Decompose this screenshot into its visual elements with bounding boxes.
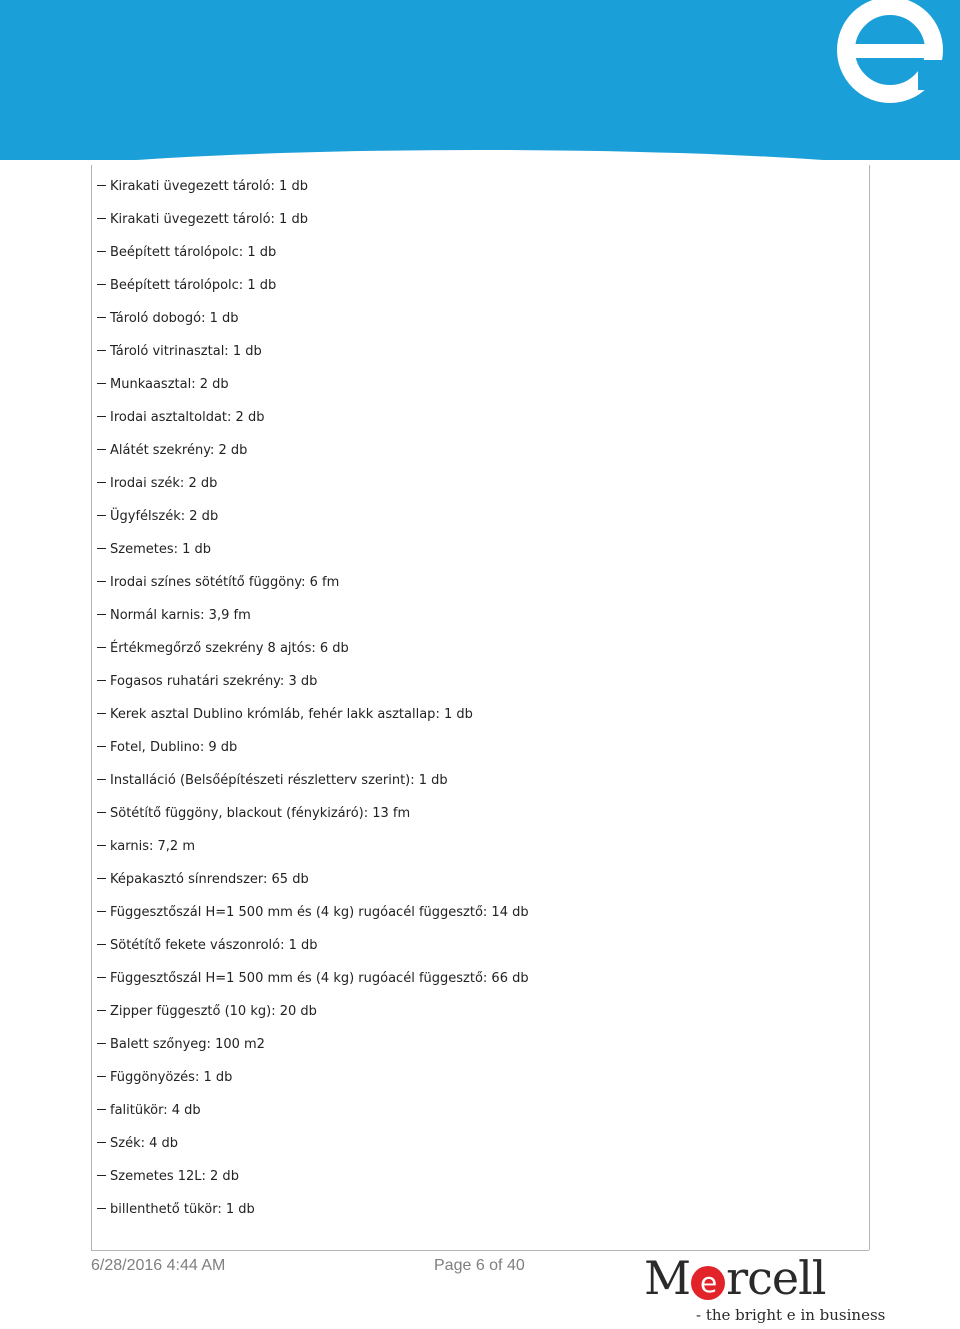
list-item [97,736,529,769]
dash-bullet-icon [97,647,106,648]
list-item-text: Beépített tárolópolc: 1 db [110,245,277,260]
dash-bullet-icon [97,878,106,879]
list-item [97,439,529,472]
list-item-text: karnis: 7,2 m [110,839,195,854]
list-item-text: Installáció (Belsőépítészeti részletterv szerint): 1 db [110,773,448,788]
list-item-text: Szemetes: 1 db [110,542,212,557]
list-item [97,1198,529,1231]
list-item-text: Zipper függesztő (10 kg): 20 db [110,1004,317,1019]
list-item [97,1132,529,1165]
dash-bullet-icon [97,317,106,318]
list-item [97,406,529,439]
dash-bullet-icon [97,1208,106,1209]
dash-bullet-icon [97,218,106,219]
brand-name [644,1252,826,1304]
list-item-text: billenthető tükör: 1 db [110,1202,255,1217]
inventory-list [97,175,529,1231]
dash-bullet-icon [97,1109,106,1110]
list-item [97,967,529,1000]
dash-bullet-icon [97,1175,106,1176]
list-item [97,1066,529,1099]
dash-bullet-icon [97,713,106,714]
list-item-text: Sötétítő függöny, blackout (fénykizáró): 13 fm [110,806,411,821]
list-item-text: falitükör: 4 db [110,1103,201,1118]
list-item-text: Függesztőszál H=1 500 mm és (4 kg) rugóacél függesztő: 14 db [110,905,529,920]
list-item [97,472,529,505]
list-item-text: Balett szőnyeg: 100 m2 [110,1037,265,1052]
e-logo-icon [830,0,950,110]
header-banner [0,0,960,160]
brand-name-start: M [644,1251,691,1305]
list-item [97,868,529,901]
dash-bullet-icon [97,581,106,582]
list-item [97,901,529,934]
list-item-text: Szék: 4 db [110,1136,179,1151]
dash-bullet-icon [97,614,106,615]
dash-bullet-icon [97,449,106,450]
list-item-text: Irodai színes sötétítő függöny: 6 fm [110,575,340,590]
dash-bullet-icon [97,1076,106,1077]
list-item-text: Normál karnis: 3,9 fm [110,608,251,623]
dash-bullet-icon [97,383,106,384]
list-item [97,505,529,538]
dash-bullet-icon [97,977,106,978]
list-item-text: Fogasos ruhatári szekrény: 3 db [110,674,318,689]
list-item [97,1033,529,1066]
list-item-text: Függönyözés: 1 db [110,1070,233,1085]
list-item-text: Kirakati üvegezett tároló: 1 db [110,212,308,227]
list-item-text: Képakasztó sínrendszer: 65 db [110,872,309,887]
list-item [97,769,529,802]
list-item [97,1165,529,1198]
list-item-text: Irodai szék: 2 db [110,476,218,491]
list-item [97,670,529,703]
list-item [97,208,529,241]
list-item [97,571,529,604]
list-item-text: Alátét szekrény: 2 db [110,443,248,458]
dash-bullet-icon [97,251,106,252]
list-item-text: Kerek asztal Dublino krómláb, fehér lakk asztallap: 1 db [110,707,473,722]
list-item [97,703,529,736]
list-item [97,538,529,571]
header-swoosh [0,150,960,160]
brand-name-end: rcell [726,1251,826,1305]
dash-bullet-icon [97,482,106,483]
dash-bullet-icon [97,185,106,186]
list-item-text: Munkaasztal: 2 db [110,377,229,392]
dash-bullet-icon [97,812,106,813]
list-item [97,274,529,307]
list-item [97,604,529,637]
list-item [97,241,529,274]
dash-bullet-icon [97,680,106,681]
dash-bullet-icon [97,944,106,945]
brand-e-mark-icon: e [691,1266,725,1300]
list-item-text: Beépített tárolópolc: 1 db [110,278,277,293]
dash-bullet-icon [97,416,106,417]
dash-bullet-icon [97,1043,106,1044]
dash-bullet-icon [97,779,106,780]
dash-bullet-icon [97,746,106,747]
list-item-text: Függesztőszál H=1 500 mm és (4 kg) rugóacél függesztő: 66 db [110,971,529,986]
list-item-text: Tároló dobogó: 1 db [110,311,239,326]
dash-bullet-icon [97,1142,106,1143]
footer-date: 6/28/2016 4:44 AM [91,1257,226,1274]
dash-bullet-icon [97,515,106,516]
list-item-text: Sötétítő fekete vászonroló: 1 db [110,938,318,953]
list-item [97,934,529,967]
footer-page-number: Page 6 of 40 [434,1257,525,1274]
list-item-text: Fotel, Dublino: 9 db [110,740,238,755]
dash-bullet-icon [97,548,106,549]
list-item [97,835,529,868]
dash-bullet-icon [97,350,106,351]
list-item-text: Ügyfélszék: 2 db [110,509,219,524]
list-item [97,637,529,670]
list-item [97,340,529,373]
list-item [97,175,529,208]
list-item [97,307,529,340]
dash-bullet-icon [97,845,106,846]
list-item-text: Kirakati üvegezett tároló: 1 db [110,179,308,194]
list-item [97,373,529,406]
brand-logo [644,1251,886,1326]
list-item [97,802,529,835]
brand-tagline: - the bright e in business [696,1306,886,1324]
dash-bullet-icon [97,1010,106,1011]
dash-bullet-icon [97,284,106,285]
list-item-text: Tároló vitrinasztal: 1 db [110,344,262,359]
list-item-text: Szemetes 12L: 2 db [110,1169,239,1184]
list-item [97,1000,529,1033]
list-item-text: Értékmegőrző szekrény 8 ajtós: 6 db [110,641,349,656]
list-item-text: Irodai asztaltoldat: 2 db [110,410,265,425]
list-item [97,1099,529,1132]
dash-bullet-icon [97,911,106,912]
